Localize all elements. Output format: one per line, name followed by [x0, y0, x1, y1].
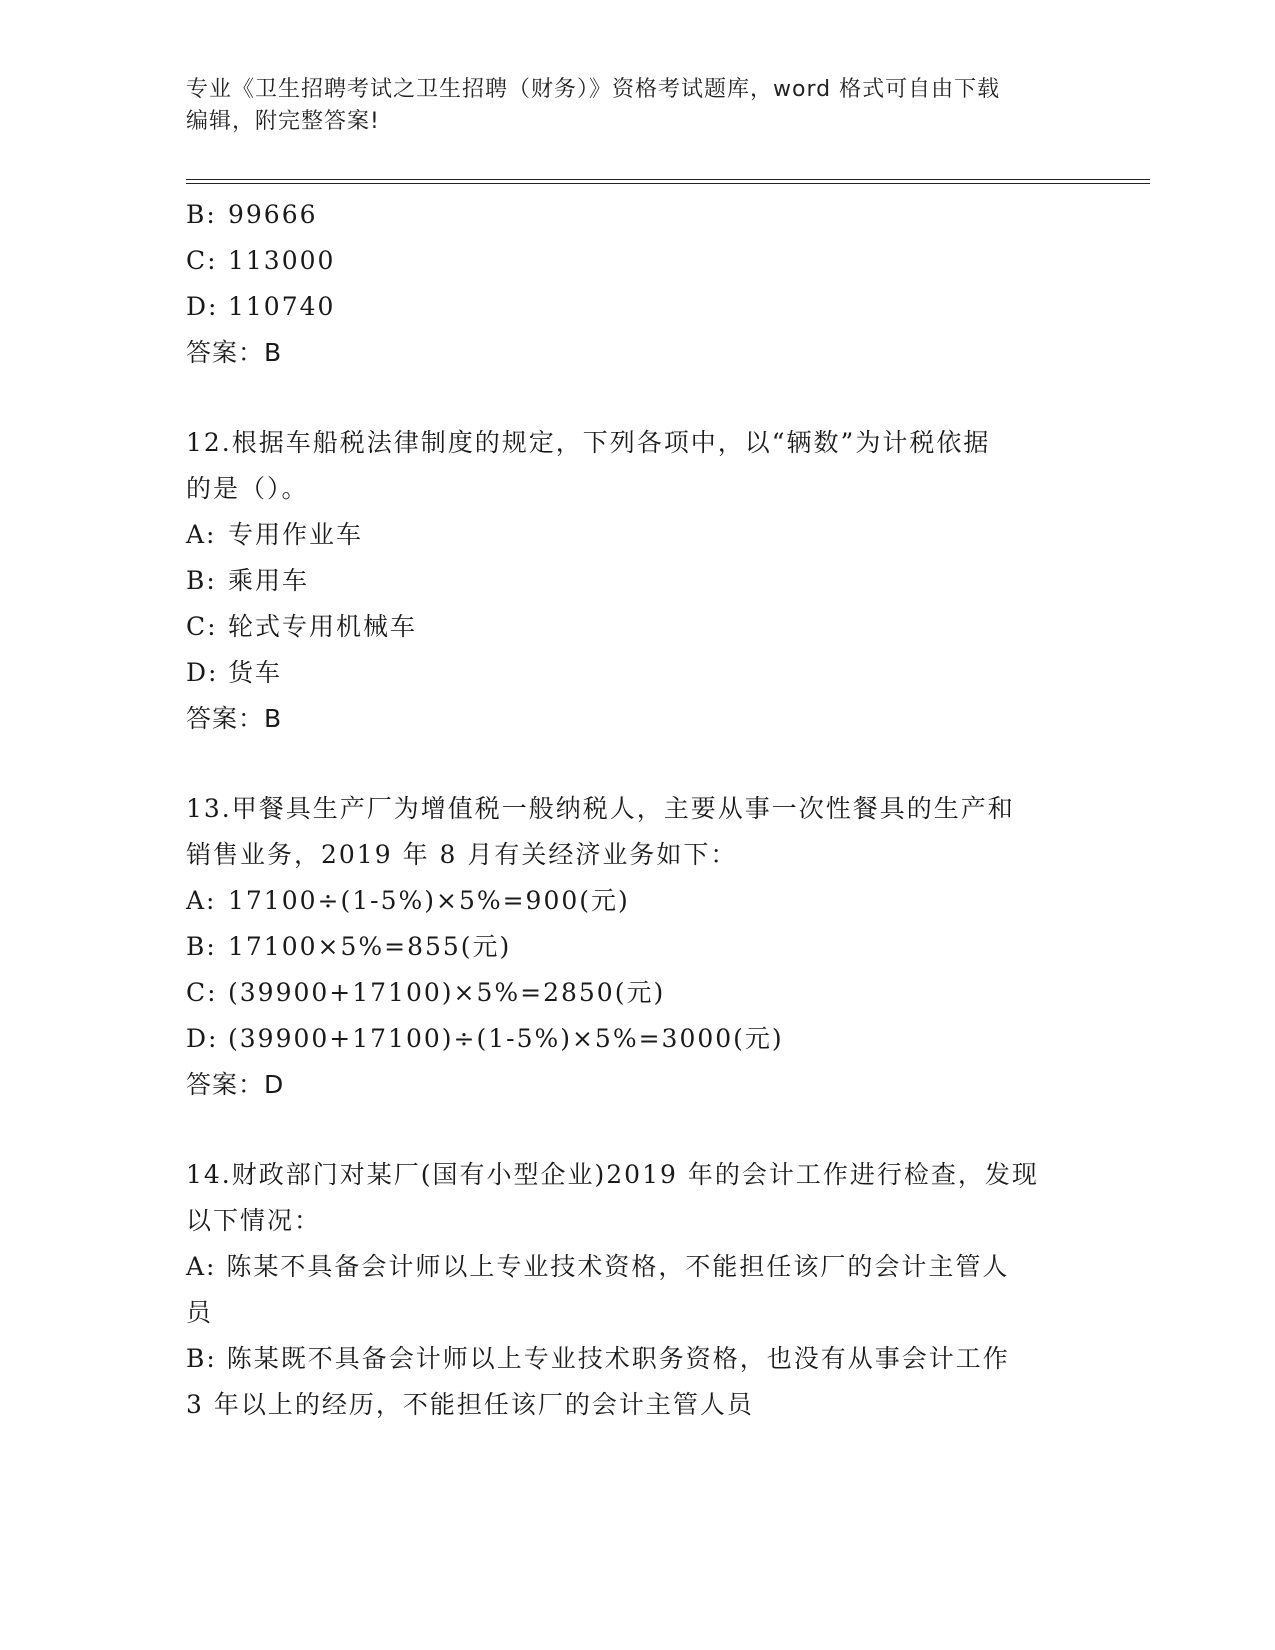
option-text: 轮式专用机械车: [228, 612, 418, 641]
option-b: [186, 192, 1086, 238]
option-label: D:: [186, 292, 219, 321]
option-a: [186, 512, 1086, 558]
header-rule-bottom: [186, 183, 1150, 184]
option-c: [186, 238, 1086, 284]
answer: 答案：D: [186, 1070, 285, 1099]
option-c: [186, 970, 1086, 1016]
option-label: D:: [186, 1024, 219, 1053]
option-text: 113000: [228, 246, 336, 275]
option-c: [186, 604, 1086, 650]
option-text: 乘用车: [228, 566, 310, 595]
option-d: [186, 650, 1086, 696]
option-d: [186, 1016, 1086, 1062]
question-13: [186, 786, 1086, 1108]
question-11: [186, 192, 1086, 376]
option-b-continued: 3 年以上的经历，不能担任该厂的会计主管人员: [186, 1390, 754, 1419]
option-text: 专用作业车: [228, 520, 364, 549]
option-text: 99666: [228, 200, 318, 229]
answer: 答案：B: [186, 704, 283, 733]
option-text: 货车: [228, 658, 283, 687]
header-rule-top: [186, 179, 1150, 180]
question-stem: 14.财政部门对某厂(国有小型企业)2019 年的会计工作进行检查，发现: [186, 1160, 1039, 1189]
option-a: A: 陈某不具备会计师以上专业技术资格，不能担任该厂的会计主管人: [186, 1252, 1010, 1281]
option-text: 17100×5%=855(元): [228, 932, 512, 961]
option-text: 17100÷(1-5%)×5%=900(元): [228, 886, 630, 915]
document-body: [186, 192, 1086, 1428]
document-header: [186, 74, 1066, 138]
option-a-continued: 员: [186, 1298, 214, 1327]
question-stem: 13.甲餐具生产厂为增值税一般纳税人，主要从事一次性餐具的生产和: [186, 794, 1015, 823]
option-label: A:: [186, 520, 217, 549]
option-a: [186, 878, 1086, 924]
option-label: C:: [186, 612, 218, 641]
option-b: [186, 558, 1086, 604]
answer: 答案：B: [186, 338, 283, 367]
option-text: (39900+17100)×5%=2850(元): [228, 978, 666, 1007]
option-text: 110740: [228, 292, 336, 321]
question-stem-continued: 销售业务，2019 年 8 月有关经济业务如下：: [186, 840, 738, 869]
question-14: [186, 1152, 1086, 1428]
question-stem-continued: 的是（）。: [186, 474, 309, 503]
option-label: B:: [186, 200, 217, 229]
option-d: [186, 284, 1086, 330]
option-label: B:: [186, 932, 217, 961]
option-label: D:: [186, 658, 219, 687]
question-stem-continued: 以下情况：: [186, 1206, 322, 1235]
option-label: C:: [186, 246, 218, 275]
question-12: [186, 420, 1086, 742]
header-line-1: 专业《卫生招聘考试之卫生招聘（财务）》资格考试题库，word 格式可自由下载: [186, 77, 1001, 102]
option-b: [186, 924, 1086, 970]
option-b: B: 陈某既不具备会计师以上专业技术职务资格，也没有从事会计工作: [186, 1344, 1010, 1373]
option-label: C:: [186, 978, 218, 1007]
option-label: B:: [186, 566, 217, 595]
option-label: A:: [186, 886, 217, 915]
question-stem: 12.根据车船税法律制度的规定，下列各项中，以“辆数”为计税依据: [186, 428, 991, 457]
option-text: (39900+17100)÷(1-5%)×5%=3000(元): [228, 1024, 784, 1053]
header-line-2: 编辑，附完整答案!: [186, 109, 380, 134]
